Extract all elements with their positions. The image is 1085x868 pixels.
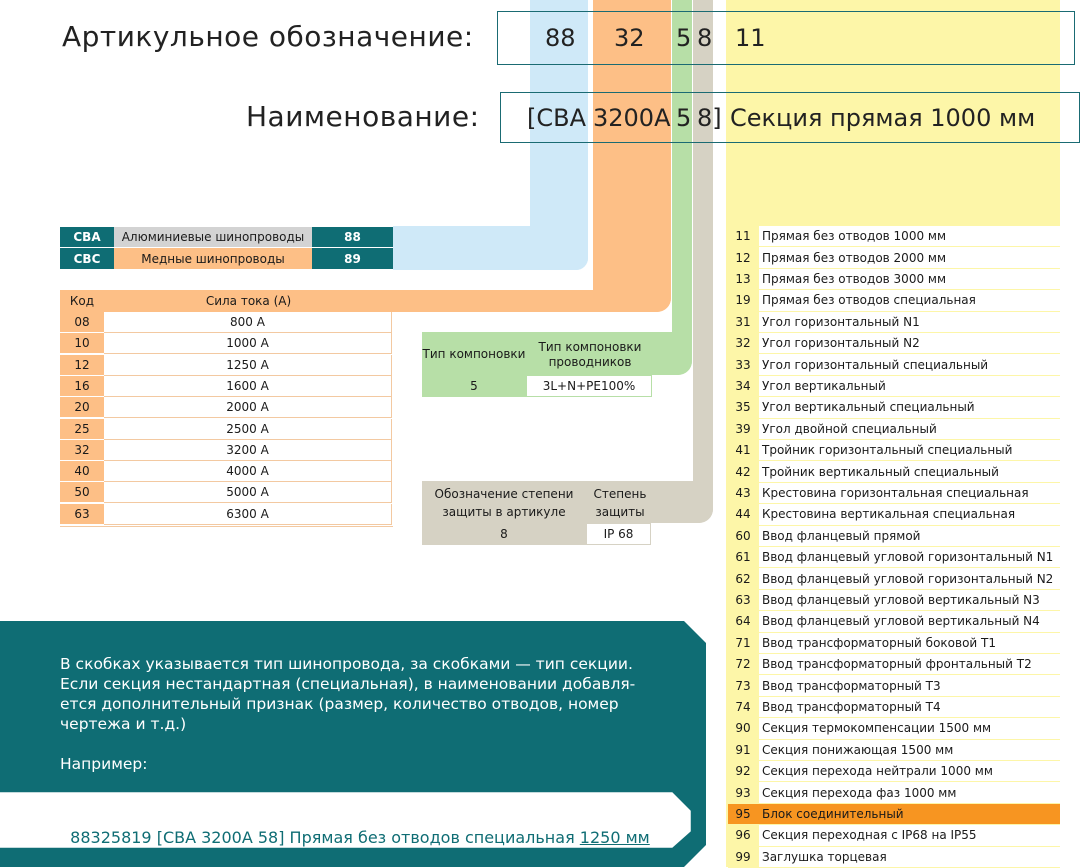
current-value-cell: 5000 А [104,482,392,503]
material-num-al: 88 [312,227,393,247]
current-code-cell: 63 [60,504,104,525]
section-label: Прямая без отводов 2000 мм [758,247,1060,267]
section-code: 19 [728,290,758,310]
section-label: Угол вертикальный [758,376,1060,396]
section-code: 42 [728,461,758,481]
note-line-4: чертежа и т.д.) [60,715,187,733]
name-part-series: [СВА [527,104,587,132]
section-label: Крестовина вертикальная специальная [758,504,1060,524]
section-code: 33 [728,354,758,374]
current-code-cell: 10 [60,333,104,354]
section-row [728,269,1060,290]
section-row [728,718,1060,739]
section-row [728,504,1060,525]
section-row [728,461,1060,482]
section-code: 12 [728,247,758,267]
note-text-block [60,654,690,774]
note-line-2: Если секция нестандартная (специальная), в наименовании добавля- [60,675,636,693]
current-value-cell: 2000 А [104,397,392,418]
section-label: Блок соединительный [758,804,1060,824]
current-value-cell: 1000 А [104,333,392,354]
section-code: 99 [728,847,758,867]
section-label: Угол горизонтальный специальный [758,354,1060,374]
section-code: 34 [728,376,758,396]
section-label: Прямая без отводов специальная [758,290,1060,310]
section-label: Ввод фланцевый угловой горизонтальный N1 [758,547,1060,567]
section-label: Угол горизонтальный N2 [758,333,1060,353]
section-row [728,226,1060,247]
section-code: 64 [728,611,758,631]
section-row [728,761,1060,782]
section-code: 91 [728,740,758,760]
note-example-main: 88325819 [СВА 3200А 58] Прямая без отводов специальная [70,828,580,847]
protection-header-degree: Степень защиты [593,487,647,519]
section-row [728,547,1060,568]
current-code-cell: 12 [60,355,104,376]
section-code: 44 [728,504,758,524]
blue-band-horizontal [393,226,588,270]
note-line-1: В скобках указывается тип шинопровода, за скобками — тип секции. [60,655,633,673]
note-example [60,809,650,847]
section-code: 96 [728,825,758,845]
section-row [728,568,1060,589]
layout-header-conductors: Тип компоновки проводников [538,339,642,369]
name-part-layout: 5 [676,104,692,132]
section-label: Секция перехода фаз 1000 мм [758,782,1060,802]
article-part-series: 88 [545,24,576,52]
material-name-cu: Медные шинопроводы [114,248,312,269]
section-label: Угол вертикальный специальный [758,397,1060,417]
section-row [728,804,1060,825]
section-row [728,397,1060,418]
section-label: Ввод фланцевый угловой вертикальный N4 [758,611,1060,631]
name-part-protection: 8] [697,104,722,132]
name-part-section: Секция прямая 1000 мм [730,104,1036,132]
section-row [728,633,1060,654]
article-part-section: 11 [735,24,766,52]
section-list [728,226,1060,867]
section-code: 95 [728,804,758,824]
section-code: 73 [728,675,758,695]
section-code: 35 [728,397,758,417]
current-header-value: Сила тока (А) [205,294,292,308]
section-row [728,675,1060,696]
layout-header-type: Тип компоновки [422,346,526,361]
section-row [728,333,1060,354]
current-code-cell: 16 [60,376,104,397]
section-code: 74 [728,697,758,717]
section-label: Ввод фланцевый угловой горизонтальный N2 [758,568,1060,588]
section-row [728,697,1060,718]
section-code: 92 [728,761,758,781]
current-code-cell: 40 [60,461,104,482]
article-part-current: 32 [614,24,645,52]
article-part-layout: 5 [676,24,692,52]
section-row [728,782,1060,803]
section-row [728,312,1060,333]
article-frame [497,11,1075,65]
section-row [728,419,1060,440]
section-label: Прямая без отводов 3000 мм [758,269,1060,289]
section-code: 43 [728,483,758,503]
section-row [728,290,1060,311]
section-label: Угол горизонтальный N1 [758,312,1060,332]
section-row [728,376,1060,397]
section-label: Прямая без отводов 1000 мм [758,226,1060,246]
section-label: Секция переходная с IP68 на IP55 [758,825,1060,845]
name-label: Наименование: [246,100,480,133]
layout-value: 3L+N+PE100% [526,375,652,397]
material-name-al: Алюминиевые шинопроводы [114,227,312,247]
current-rows [60,312,393,525]
section-label: Заглушка торцевая [758,847,1060,867]
section-label: Ввод трансформаторный Т3 [758,675,1060,695]
current-value-cell: 1250 А [104,355,392,376]
article-part-protection: 8 [697,24,713,52]
section-row [728,247,1060,268]
section-code: 60 [728,526,758,546]
material-table [60,227,393,269]
layout-code: 5 [422,375,526,397]
section-label: Секция понижающая 1500 мм [758,740,1060,760]
section-code: 13 [728,269,758,289]
section-code: 31 [728,312,758,332]
section-row [728,611,1060,632]
protection-table [422,481,713,546]
section-label: Тройник горизонтальный специальный [758,440,1060,460]
section-label: Ввод трансформаторный фронтальный Т2 [758,654,1060,674]
section-label: Секция перехода нейтрали 1000 мм [758,761,1060,781]
section-code: 71 [728,633,758,653]
section-row [728,526,1060,547]
current-value-cell: 2500 А [104,419,392,440]
section-label: Угол двойной специальный [758,419,1060,439]
protection-header-code: Обозначение степени защиты в артикуле [434,487,574,519]
section-row [728,740,1060,761]
section-row [728,483,1060,504]
section-label: Тройник вертикальный специальный [758,461,1060,481]
protection-code: 8 [422,523,586,545]
current-code-cell: 08 [60,312,104,333]
current-value-cell: 3200 А [104,440,392,461]
section-label: Ввод трансформаторный Т4 [758,697,1060,717]
material-code-cu: СВС [60,248,114,269]
section-label: Секция термокомпенсации 1500 мм [758,718,1060,738]
section-code: 32 [728,333,758,353]
gray-band-vertical [693,0,713,523]
layout-table [422,332,692,397]
current-code-cell: 50 [60,482,104,503]
material-code-al: СВА [60,227,114,247]
section-code: 39 [728,419,758,439]
current-value-cell: 1600 А [104,376,392,397]
section-code: 11 [728,226,758,246]
current-code-cell: 20 [60,397,104,418]
current-code-cell: 32 [60,440,104,461]
section-row [728,354,1060,375]
protection-value: IP 68 [586,523,651,545]
section-code: 90 [728,718,758,738]
note-line-3: ется дополнительный признак (размер, количество отводов, номер [60,695,619,713]
section-label: Ввод фланцевый прямой [758,526,1060,546]
current-value-cell: 4000 А [104,461,392,482]
section-code: 61 [728,547,758,567]
section-row [728,654,1060,675]
section-code: 72 [728,654,758,674]
current-header-code: Код [69,294,95,308]
section-label: Ввод фланцевый угловой вертикальный N3 [758,590,1060,610]
section-row [728,847,1060,868]
section-code: 93 [728,782,758,802]
note-example-label: Например: [60,755,148,773]
section-code: 41 [728,440,758,460]
current-code-cell: 25 [60,419,104,440]
name-part-current: 3200А [593,104,671,132]
section-row [728,440,1060,461]
article-label: Артикульное обозначение: [62,20,474,53]
section-row [728,590,1060,611]
current-value-cell: 6300 А [104,504,392,525]
section-row [728,825,1060,846]
material-num-cu: 89 [312,248,393,269]
section-label: Крестовина горизонтальная специальная [758,483,1060,503]
section-label: Ввод трансформаторный боковой Т1 [758,633,1060,653]
section-code: 62 [728,568,758,588]
section-code: 63 [728,590,758,610]
current-value-cell: 800 А [104,312,392,333]
current-table [60,290,393,527]
note-example-underlined: 1250 мм [579,828,650,847]
